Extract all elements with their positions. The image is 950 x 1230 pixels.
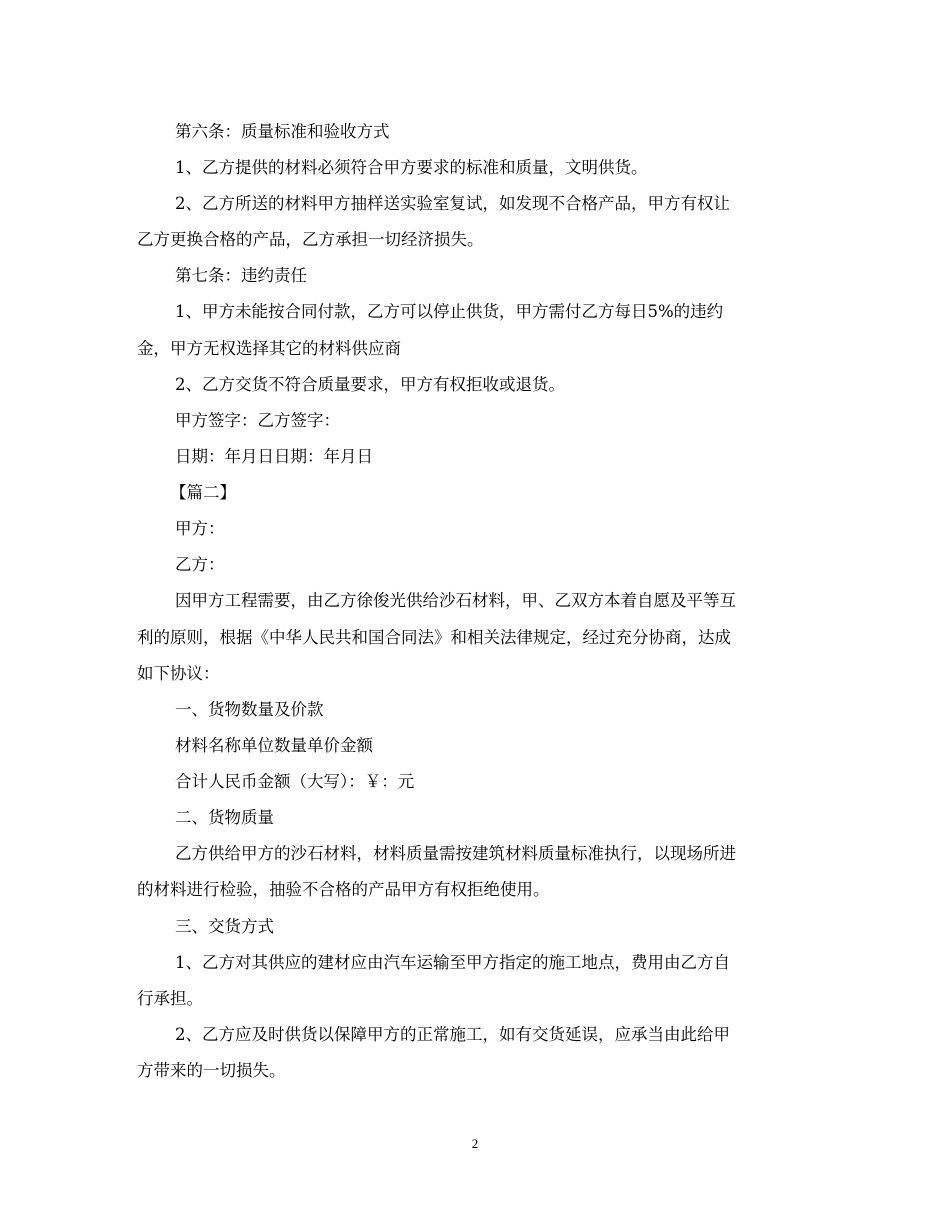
paragraph-line: 1、乙方提供的材料必须符合甲方要求的标准和质量，文明供货。	[175, 158, 648, 177]
paragraph-line: 因甲方工程需要，由乙方徐俊光供给沙石材料，甲、乙双方本着自愿及平等互	[175, 591, 736, 610]
section-heading: 【篇二】	[170, 483, 236, 502]
paragraph-line: 材料名称单位数量单价金额	[175, 736, 373, 755]
paragraph-line: 金，甲方无权选择其它的材料供应商	[137, 339, 401, 358]
paragraph-line: 2、乙方应及时供货以保障甲方的正常施工，如有交货延误，应承当由此给甲	[175, 1025, 730, 1044]
party-b-label: 乙方：	[175, 555, 225, 574]
clause-heading: 二、货物质量	[175, 808, 274, 827]
clause-heading: 一、货物数量及价款	[175, 700, 324, 719]
paragraph-line: 1、甲方未能按合同付款，乙方可以停止供货，甲方需付乙方每日5%的违约	[175, 302, 724, 321]
article-7-heading: 第七条：违约责任	[175, 266, 307, 285]
paragraph-line: 如下协议：	[137, 664, 220, 683]
paragraph-line: 行承担。	[137, 989, 203, 1008]
paragraph-line: 2、乙方交货不符合质量要求，甲方有权拒收或退货。	[175, 375, 565, 394]
date-line: 日期：年月日日期：年月日	[175, 447, 373, 466]
paragraph-line: 合计人民币金额（大写）：￥：元	[175, 772, 415, 791]
paragraph-line: 2、乙方所送的材料甲方抽样送实验室复试，如发现不合格产品，甲方有权让	[175, 194, 730, 213]
paragraph-line: 1、乙方对其供应的建材应由汽车运输至甲方指定的施工地点，费用由乙方自	[175, 953, 730, 972]
paragraph-line: 乙方更换合格的产品，乙方承担一切经济损失。	[137, 230, 484, 249]
clause-heading: 三、交货方式	[175, 917, 274, 936]
paragraph-line: 利的原则，根据《中华人民共和国合同法》和相关法律规定，经过充分协商，达成	[137, 628, 731, 647]
page-number: 2	[471, 1136, 479, 1151]
article-6-heading: 第六条：质量标准和验收方式	[175, 122, 390, 141]
paragraph-line: 方带来的一切损失。	[137, 1061, 286, 1080]
signature-line: 甲方签字：乙方签字：	[175, 411, 340, 430]
paragraph-line: 的材料进行检验，抽验不合格的产品甲方有权拒绝使用。	[137, 880, 550, 899]
paragraph-line: 乙方供给甲方的沙石材料，材料质量需按建筑材料质量标准执行，以现场所进	[175, 844, 736, 863]
party-a-label: 甲方：	[175, 519, 225, 538]
